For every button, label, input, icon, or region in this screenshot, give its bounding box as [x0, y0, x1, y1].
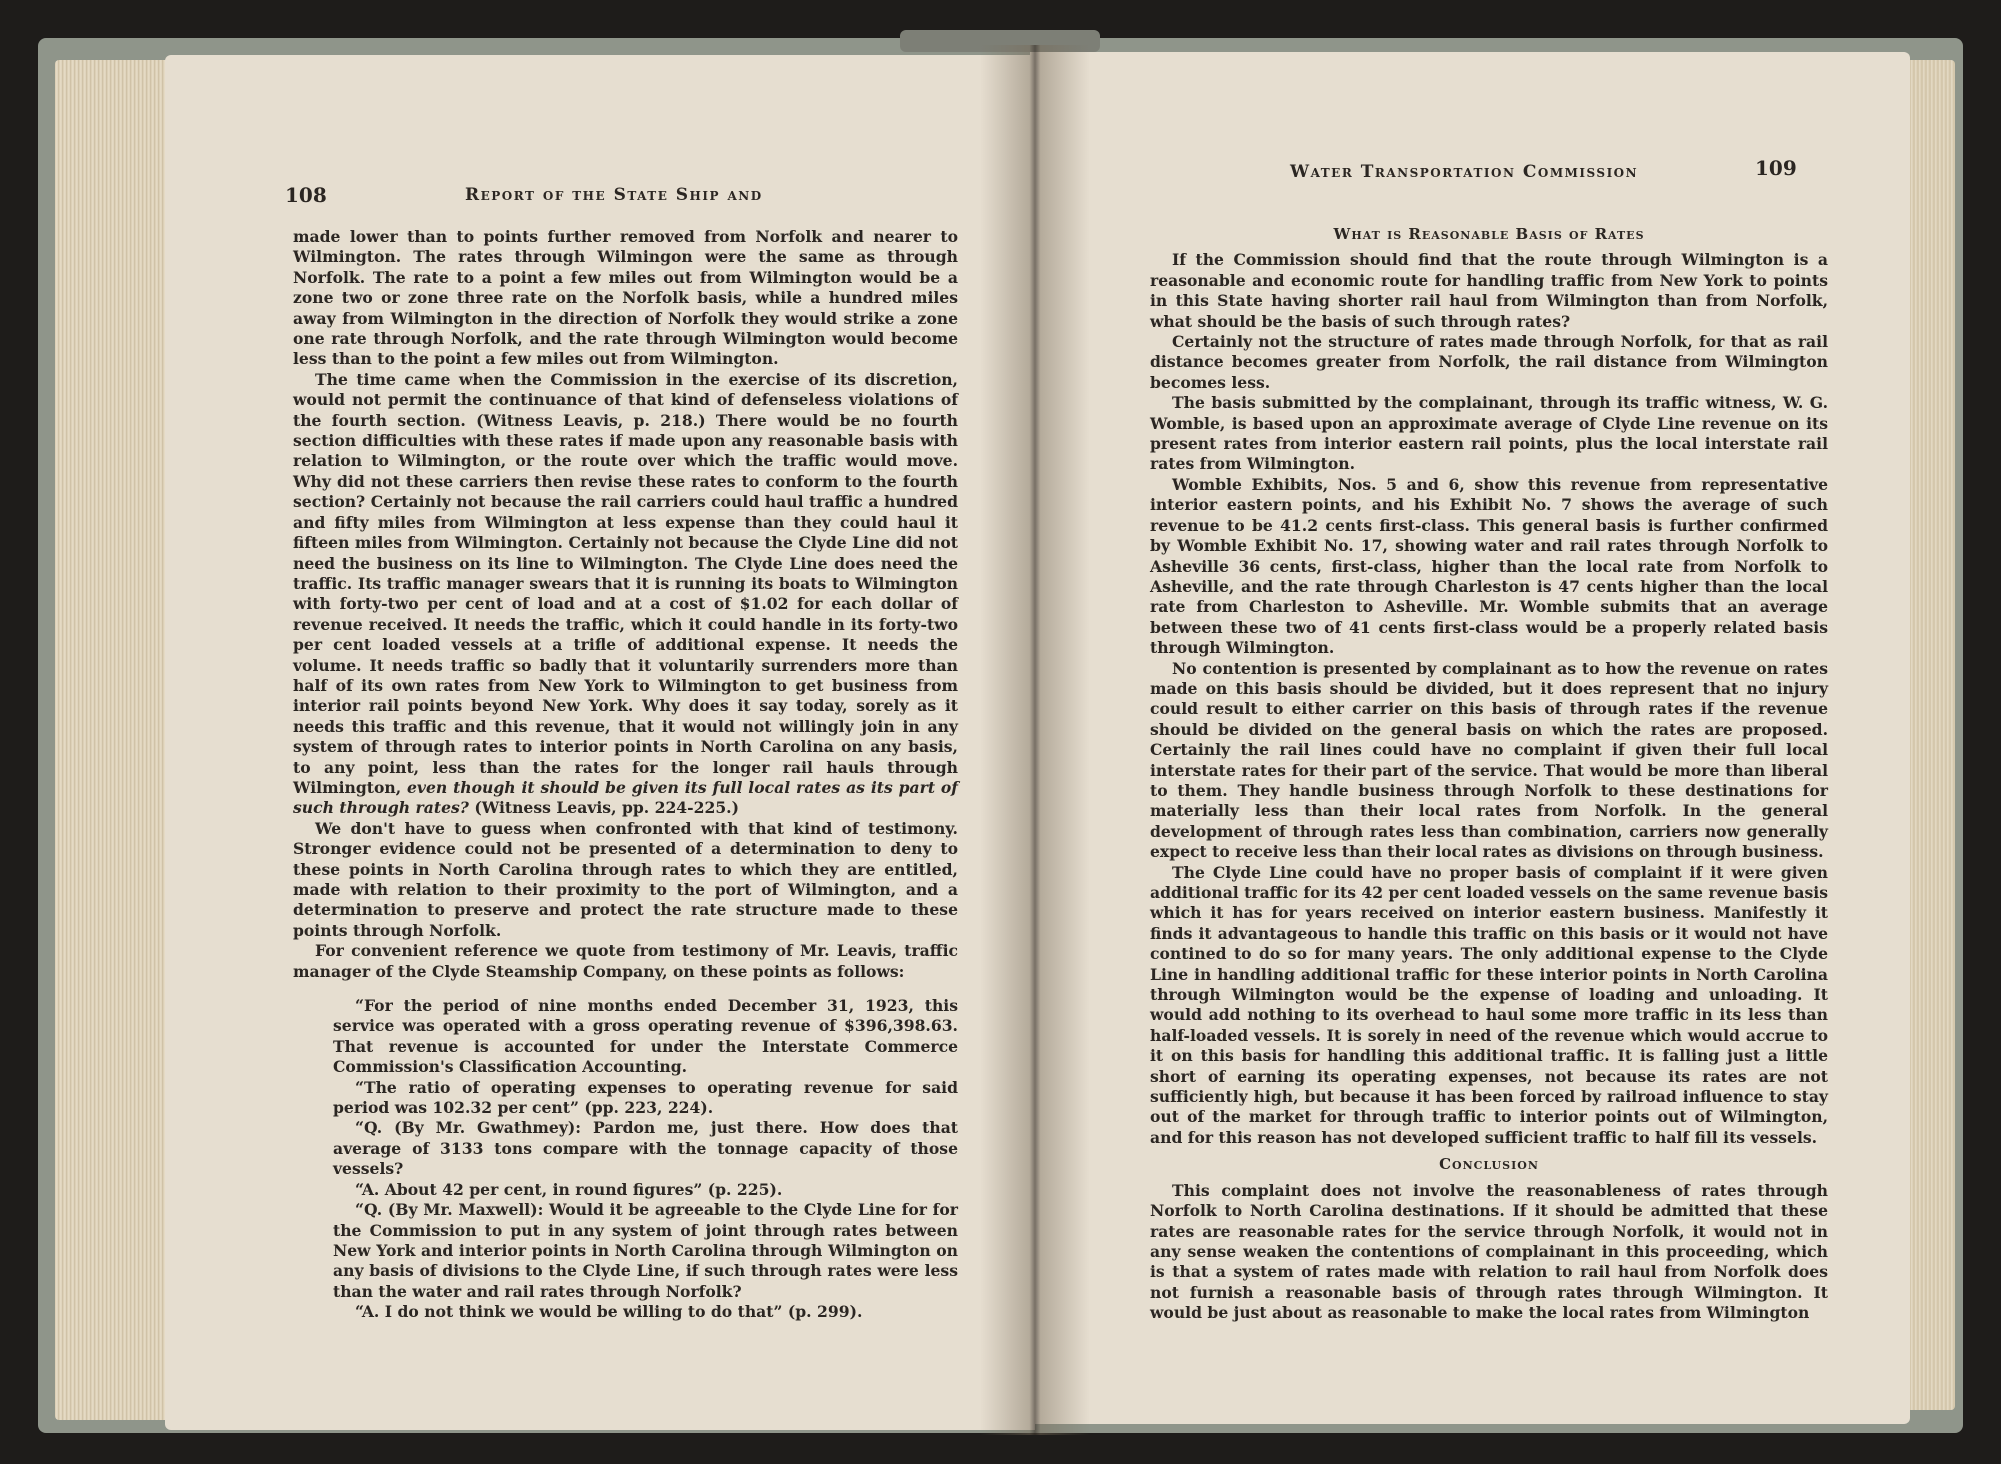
right-paragraph-2: Certainly not the structure of rates made through Norfolk, for that as rail distance becomes greater from Norfolk, the rail distance from Wilmington becomes less. [1150, 332, 1828, 392]
left-paragraph-2-citation: (Witness Leavis, pp. 224-225.) [474, 798, 739, 818]
testimony-quote-1: “For the period of nine months ended December 31, 1923, this service was operated with a gross operating revenue of $396,398.63. That revenue is accounted for under the Interstate Commerce Commission's Classification Accounting. [333, 996, 958, 1077]
testimony-quote-4: “A. About 42 per cent, in round figures” (p. 225). [355, 1179, 783, 1199]
left-paragraph-4: For convenient reference we quote from testimony of Mr. Leavis, traffic manager of the Clyde Steamship Company, on these points as follows: [293, 941, 958, 981]
right-paragraph-3: The basis submitted by the complainant, through its traffic witness, W. G. Womble, is based upon an approximate average of Clyde Line revenue on its present rates from interior eastern rail points, plus the local interstate rail rates from Wilmington. [1150, 393, 1828, 474]
testimony-quote-6: “A. I do not think we would be willing to do that” (p. 299). [355, 1302, 863, 1322]
left-paragraph-3: We don't have to guess when confronted with that kind of testimony. Stronger evidence could not be presented of a determination to deny to these points in North Carolina through rates to which they are entitled, made with relation to their proximity to the port of Wilmington, and a determination to preserve and protect the rate structure made to these points through Norfolk. [293, 818, 958, 940]
conclusion-paragraph: This complaint does not involve the reasonableness of rates through Norfolk to North Carolina destinations. If it should be admitted that these rates are reasonable rates for the service through Norfolk, it would not in any sense weaken the contentions of complainant in this proceeding, which is that a system of rates made with relation to rail haul from Norfolk does not furnish a reasonable basis of through rates through Wilmington. It would be just about as reasonable to make the local rates from Wilmington [1150, 1180, 1828, 1323]
right-paragraph-4: Womble Exhibits, Nos. 5 and 6, show this revenue from representative interior eastern points, and his Exhibit No. 7 shows the average of such revenue to be 41.2 cents first-class. This general basis is further confirmed by Womble Exhibit No. 17, showing water and rail rates through Norfolk to Asheville 36 cents, first-class, higher than the local rate from Norfolk to Asheville, and the rate through Charleston is 47 cents higher than the local rate from Charleston to Asheville. Mr. Womble submits that an average between these two of 41 cents first-class would be a properly related basis through Wilmington. [1150, 474, 1828, 658]
left-paragraph-1: made lower than to points further removed from Norfolk and nearer to Wilmington. The rates through Wilmingon were the same as through Norfolk. The rate to a point a few miles out from Wilmington would be a zone two or zone three rate on the Norfolk basis, while a hundred miles away from Wilmington in the direction of Norfolk they would strike a zone one rate through Norfolk, and the rate through Wilmington would become less than to the point a few miles out from Wilmington. [293, 227, 958, 369]
left-paragraph-2-italic: even though it should be given its full local rates as its part of such through rates? [293, 777, 958, 818]
section-heading-reasonable-basis: What is Reasonable Basis of Rates [1333, 225, 1645, 243]
testimony-quote-5: “Q. (By Mr. Maxwell): Would it be agreeable to the Clyde Line for for the Commission to put in any system of joint through rates between New York and interior points in North Carolina through Wilmington on any basis of divisions to the Clyde Line, if such through rates were less than the water and rail rates through Norfolk? [333, 1200, 958, 1301]
book-spine [900, 30, 1100, 52]
right-page [1030, 52, 1910, 1424]
right-paragraph-6: The Clyde Line could have no proper basis of complaint if it were given additional traffic for its 42 per cent loaded vessels on the same revenue basis which it has for years received on interior eastern business. Manifestly it finds it advantageous to handle this traffic on this basis or it would not have contined to do so for many years. The only additional expense to the Clyde Line in handling additional traffic for these interior points in North Carolina through Wilmington would be the expense of loading and unloading. It would add nothing to its overhead to haul some more traffic in its less than half-loaded vessels. It is sorely in need of the revenue which would accrue to it on this basis for handling this additional traffic. It is falling just a little short of earning its operating expenses, not because its rates are not sufficiently high, but because it has been forced by railroad influence to stay out of the market for through traffic to interior points out of Wilmington, and for this reason has not developed sufficient traffic to half fill its vessels. [1150, 862, 1829, 1147]
right-page-number: 109 [1755, 156, 1797, 180]
left-page [165, 55, 1035, 1430]
right-paragraph-1: If the Commission should find that the route through Wilmington is a reasonable and economic route for handling traffic from New York to points in this State having shorter rail haul from Wilmington than from Norfolk, what should be the basis of such through rates? [1150, 250, 1828, 331]
section-heading-conclusion: Conclusion [1439, 1155, 1539, 1174]
testimony-quote-2: “The ratio of operating expenses to operating revenue for said period was 102.32 per cent” (pp. 223, 224). [333, 1077, 958, 1118]
testimony-quote-3: “Q. (By Mr. Gwathmey): Pardon me, just there. How does that average of 3133 tons compare with the tonnage capacity of those vessels? [333, 1118, 958, 1179]
left-paragraph-2 [293, 370, 958, 819]
right-running-head: Water Transportation Commission [1290, 162, 1639, 182]
left-page-number: 108 [285, 183, 327, 207]
right-text-block [1150, 218, 1828, 1324]
page-edges-left [55, 60, 175, 1420]
left-running-head: Report of the State Ship and [465, 185, 763, 205]
right-paragraph-5: No contention is presented by complainant as to how the revenue on rates made on this basis should be divided, but it does represent that no injury could result to either carrier on this basis of through rates if the revenue should be divided on the general basis on which the rates are proposed. Certainly the rail lines could have no complaint if given their full local interstate rates for their part of the service. That would be more than liberal to them. They handle business through Norfolk to these destinations for materially less than their local rates from Norfolk. In the general development of through rates less than combination, carriers now generally expect to receive less than their local rates as divisions on through business. [1150, 658, 1828, 862]
left-paragraph-2-text: The time came when the Commission in the exercise of its discretion, would not permit the continuance of that kind of defenseless violations of the fourth section. (Witness Leavis, p. 218.) There would be no fourth section difficulties with these rates if made upon any reasonable basis with relation to Wilmington, or the route over which the traffic would move. Why did not these carriers then revise these rates to conform to the fourth section? Certainly not because the rail carriers could haul traffic a hundred and fifty miles from Wilmington at less expense than they could haul it fifteen miles from Wilmington. Certainly not because the Clyde Line did not need the business on its line to Wilmington. The Clyde Line does need the traffic. Its traffic manager swears that it is running its boats to Wilmington with forty-two per cent of load and at a cost of $1.02 for each dollar of revenue received. It needs the traffic, which it could handle in its forty-two per cent loaded vessels at a trifle of additional expense. It needs the volume. It needs traffic so badly that it voluntarily surrenders more than half of its own rates from New York to Wilmington to get business from interior rail points beyond New York. Why does it say today, sorely as it needs this traffic and this revenue, that it would not willingly join in any system of through rates to interior points in North Carolina on any basis, to any point, less than the rates for the longer rail hauls through Wilmington, [293, 369, 958, 797]
left-text-block [293, 227, 958, 1323]
